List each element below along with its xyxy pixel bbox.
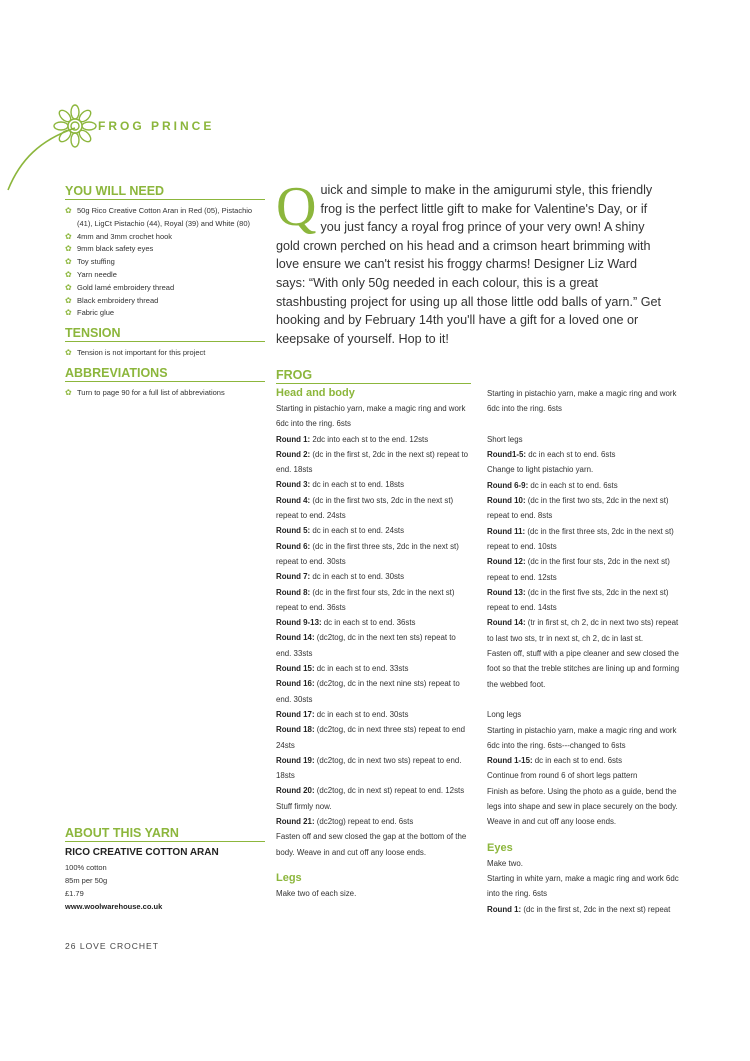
long-legs-start: Starting in pistachio yarn, make a magic ring and work 6dc into the ring. 6sts---changed to 6sts <box>487 725 677 750</box>
flower-icon <box>54 105 96 147</box>
page-number: 26 <box>65 941 77 951</box>
about-yarn-heading: ABOUT THIS YARN <box>65 826 265 842</box>
flower-bullet-icon: ✿ <box>65 295 72 305</box>
flower-bullet-icon: ✿ <box>65 257 72 267</box>
flower-bullet-icon: ✿ <box>65 269 72 279</box>
round-row: Round 18: (dc2tog, dc in next three sts) repeat to end 24sts <box>276 725 466 750</box>
yarn-fibre: 100% cotton <box>65 863 107 872</box>
round-row: Round 10: (dc in the first two sts, 2dc in the next st) repeat to end. 8sts <box>487 496 669 521</box>
round-row: Round 7: dc in each st to end. 30sts <box>276 572 405 582</box>
list-item: ✿ Gold lamé embroidery thread <box>65 282 265 295</box>
eyes-start: Starting in white yarn, make a magic ring and work 6dc into the ring. 6sts <box>487 873 679 899</box>
round-row: Round 11: (dc in the first three sts, 2dc in the next st) repeat to end. 10sts <box>487 526 674 551</box>
intro-paragraph <box>276 176 666 348</box>
head-body-heading: Head and body <box>276 387 355 399</box>
round-row: Round 21: (dc2tog) repeat to end. 6sts <box>276 817 414 827</box>
flower-bullet-icon: ✿ <box>65 244 72 254</box>
yarn-name: RICO CREATIVE COTTON ARAN <box>65 847 219 858</box>
frog-heading: FROG <box>276 368 471 384</box>
finish-note: Finish as before. Using the photo as a guide, bend the legs into shape and sew in place securely on the body. Weave in and cut off any loose ends. <box>487 786 678 827</box>
magazine-name: LOVE CROCHET <box>79 941 159 951</box>
list-item: ✿ Yarn needle <box>65 269 265 282</box>
yarn-price: £1.79 <box>65 889 84 898</box>
pattern-column-1 <box>276 368 472 901</box>
fasten-note: Fasten off, stuff with a pipe cleaner and sew closed the foot so that the treble stitches are lining up and forming the webbed foot. <box>487 649 680 689</box>
list-item: ✿ Fabric glue <box>65 307 265 320</box>
intro-text: uick and simple to make in the amigurumi style, this friendly frog is the perfect little gift to make for Valentine's Day, or if you just fancy a royal frog prince of your very own! A shiny gold crown perched on his head and a crimson heart brimming with love ensure we can't resist his froggy charms! Designer Liz Ward says: “With only 50g needed in each colour, this is a great stashbusting project for using up all those little odd balls of yarn.” Get hooking and by February 14th you'll have a gift for a loved one or keepsake of yourself. Hop to it! <box>276 183 662 346</box>
about-yarn-box <box>65 826 265 913</box>
short-legs-heading: Short legs <box>487 434 523 444</box>
legs-text: Make two of each size. <box>276 888 357 898</box>
page-footer <box>65 941 159 951</box>
round-row: Round 5: dc in each st to end. 24sts <box>276 526 405 536</box>
fasten-note: Fasten off and sew closed the gap at the bottom of the body. Weave in and cut off any loose ends. <box>276 832 467 857</box>
flower-bullet-icon: ✿ <box>65 308 72 318</box>
round-row: Round 4: (dc in the first two sts, 2dc in the next st) repeat to end. 24sts <box>276 495 454 521</box>
flower-bullet-icon: ✿ <box>65 282 72 292</box>
round-row: Round 6: (dc in the first three sts, 2dc in the next st) repeat to end. 30sts <box>276 541 459 566</box>
list-item: ✿ 4mm and 3mm crochet hook <box>65 231 265 244</box>
round-row: Round 1: 2dc into each st to the end. 12sts <box>276 434 429 444</box>
round-row: Round 15: dc in each st to end. 33sts <box>276 664 409 674</box>
round-row: Round 1: (dc in the first st, 2dc in the next st) repeat <box>487 904 671 914</box>
round-row: Round 12: (dc in the first four sts, 2dc in the next st) repeat to end. 12sts <box>487 557 670 582</box>
long-legs-heading: Long legs <box>487 710 522 720</box>
round-row: Round 6-9: dc in each st to end. 6sts <box>487 480 618 490</box>
round-row: Round 2: (dc in the first st, 2dc in the next st) repeat to end. 18sts <box>276 449 469 475</box>
materials-list <box>65 205 265 320</box>
stuff-note: Stuff firmly now. <box>276 801 332 811</box>
legs-start: Starting in pistachio yarn, make a magic ring and work 6dc into the ring. 6sts <box>487 389 677 414</box>
round-row: Round 13: (dc in the first five sts, 2dc in the next st) repeat to end. 14sts <box>487 587 669 613</box>
eyes-heading: Eyes <box>487 841 513 854</box>
round-row: Round 8: (dc in the first four sts, 2dc in the next st) repeat to end. 36sts <box>276 587 455 612</box>
round-row: Round 1-15: dc in each st to end. 6sts <box>487 756 623 766</box>
abbreviations-list <box>65 387 265 400</box>
flower-bullet-icon: ✿ <box>65 206 72 215</box>
drop-cap: Q <box>276 176 317 238</box>
tension-list <box>65 347 265 360</box>
round-row: Round 14: (dc2tog, dc in the next ten sts) repeat to end. 33sts <box>276 633 456 658</box>
round-row: Round 16: (dc2tog, dc in the next nine sts) repeat to end. 30sts <box>276 679 460 704</box>
list-item: ✿ Turn to page 90 for a full list of abbreviations <box>65 387 265 400</box>
change-note: Change to light pistachio yarn. <box>487 465 594 475</box>
list-item: ✿ Black embroidery thread <box>65 295 265 308</box>
sidebar <box>65 184 265 406</box>
round-row: Round 9-13: dc in each st to end. 36sts <box>276 618 416 628</box>
tension-heading: TENSION <box>65 326 265 342</box>
list-item: ✿ 50g Rico Creative Cotton Aran in Red (05), Pistachio (41), LigCt Pistachio (44), Royal (39) and White (80) <box>65 206 253 228</box>
list-item: ✿ Toy stuffing <box>65 256 265 269</box>
list-item: ✿ 9mm black safety eyes <box>65 243 265 256</box>
flower-bullet-icon: ✿ <box>65 387 72 397</box>
yarn-length: 85m per 50g <box>65 876 108 885</box>
abbreviations-heading: ABBREVIATIONS <box>65 366 265 382</box>
list-item: ✿ Tension is not important for this project <box>65 347 265 360</box>
continue-note: Continue from round 6 of short legs pattern <box>487 771 638 781</box>
round-row: Round 3: dc in each st to end. 18sts <box>276 480 405 490</box>
head-body-intro: Starting in pistachio yarn, make a magic ring and work 6dc into the ring. 6sts <box>276 404 466 429</box>
round-row: Round 19: (dc2tog, dc in next two sts) repeat to end. 18sts <box>276 755 462 781</box>
page-title: FROG PRINCE <box>98 119 215 133</box>
you-will-need-heading: YOU WILL NEED <box>65 184 265 200</box>
round-row: Round 20: (dc2tog, dc in next st) repeat to end. 12sts <box>276 786 465 796</box>
round-row: Round1-5: dc in each st to end. 6sts <box>487 450 616 460</box>
yarn-url-link[interactable]: www.woolwarehouse.co.uk <box>65 902 163 911</box>
legs-heading: Legs <box>276 871 302 884</box>
round-row: Round 17: dc in each st to end. 30sts <box>276 709 409 719</box>
round-row: Round 14: (tr in first st, ch 2, dc in next two sts) repeat to last two sts, tr in next st, ch 2, dc in last st. <box>487 618 679 643</box>
eyes-make: Make two. <box>487 858 523 868</box>
pattern-column-2 <box>487 386 683 917</box>
flower-bullet-icon: ✿ <box>65 231 72 241</box>
flower-bullet-icon: ✿ <box>65 348 72 358</box>
